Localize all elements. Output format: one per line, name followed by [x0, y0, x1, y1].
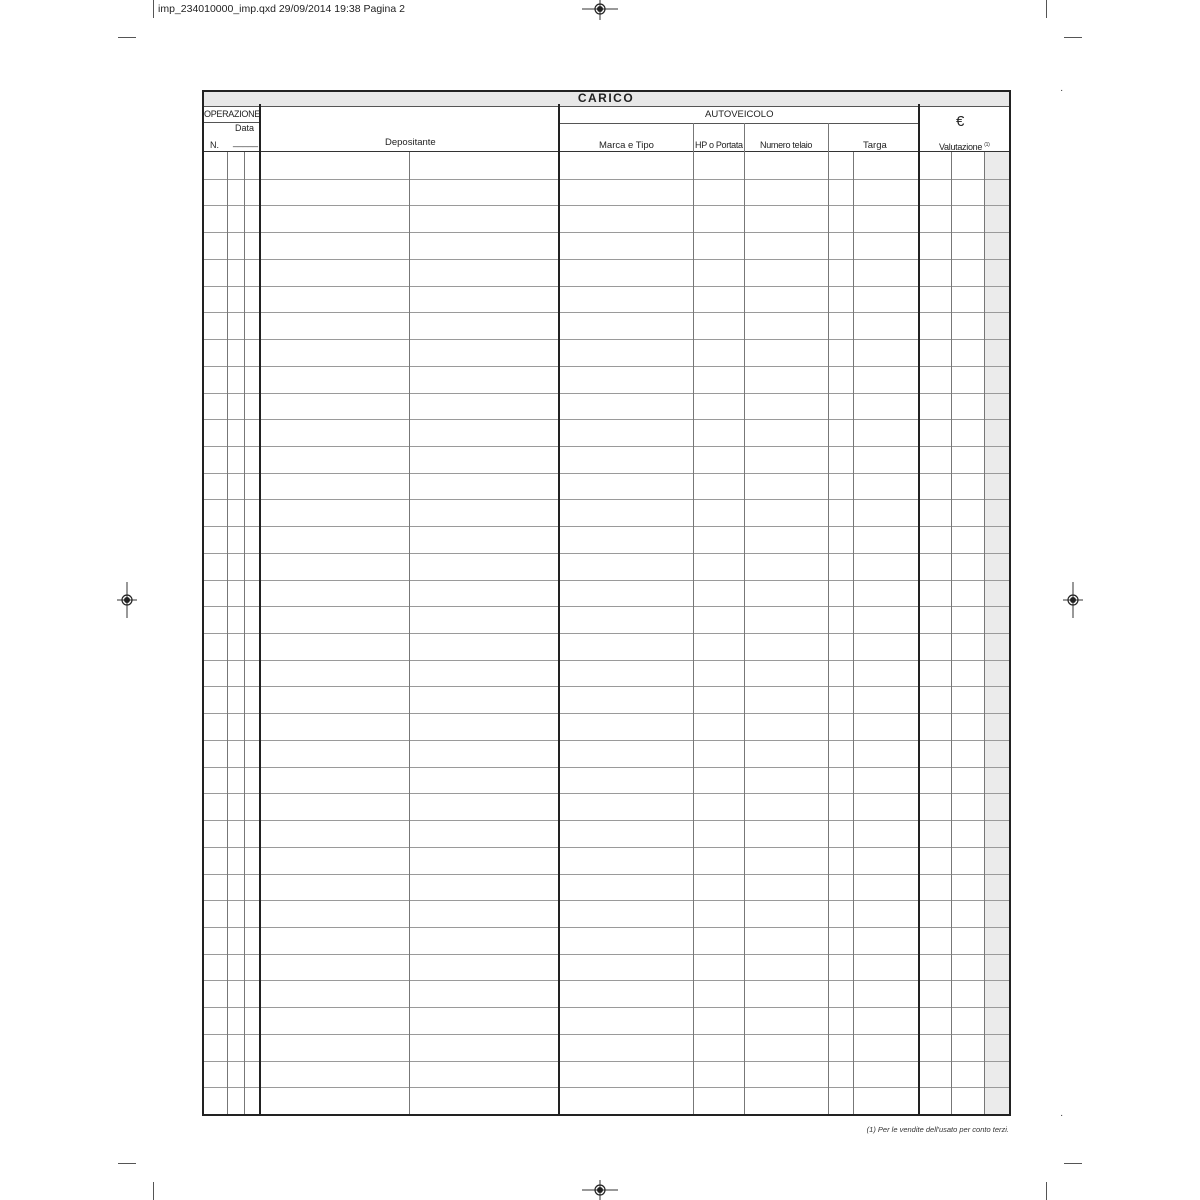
table-row-separator	[202, 419, 1010, 420]
col-line-n	[227, 152, 228, 1116]
table-row-separator	[202, 1007, 1010, 1008]
table-row-separator	[202, 686, 1010, 687]
table-row-separator	[202, 499, 1010, 500]
col-line-depositante-split	[409, 152, 410, 1116]
table-row-separator	[202, 847, 1010, 848]
table-row-separator	[202, 339, 1010, 340]
table-row-separator	[202, 366, 1010, 367]
header-euro-symbol: €	[956, 113, 965, 130]
col-line-autoveicolo	[558, 104, 560, 1116]
table-row-separator	[202, 633, 1010, 634]
table-row-separator	[202, 473, 1010, 474]
col-line-cents	[984, 152, 985, 1116]
crop-mark-top-right-v	[1046, 0, 1047, 18]
registration-mark-top-icon	[582, 0, 618, 20]
col-line-data	[244, 152, 245, 1116]
table-row-separator	[202, 205, 1010, 206]
header-targa: Targa	[863, 140, 887, 151]
carico-register-table	[202, 90, 1010, 1116]
header-hp-portata: HP o Portata	[695, 140, 743, 150]
table-row-separator	[202, 580, 1010, 581]
header-depositante: Depositante	[385, 137, 436, 148]
table-row-separator	[202, 900, 1010, 901]
table-row-separator	[202, 660, 1010, 661]
table-row-separator	[202, 286, 1010, 287]
header-numero-telaio: Numero telaio	[760, 140, 813, 150]
valutazione-cents-shading	[985, 152, 1009, 1116]
header-operazione: OPERAZIONE	[204, 109, 261, 119]
table-title-bar	[202, 90, 1010, 107]
table-row-separator	[202, 606, 1010, 607]
table-row-separator	[202, 232, 1010, 233]
col-line-telaio	[744, 123, 745, 1116]
header-data-line: _____	[233, 137, 259, 147]
header-valutazione-note: (1)	[984, 142, 990, 148]
crop-mark-top-right-h	[1064, 37, 1082, 38]
crop-mark-top-left-v	[153, 0, 154, 18]
header-bottom-rule	[202, 151, 1010, 152]
table-row-separator	[202, 713, 1010, 714]
col-line-hp	[693, 123, 694, 1116]
table-row-separator	[202, 874, 1010, 875]
table-row-separator	[202, 954, 1010, 955]
table-bottom-border	[202, 1114, 1010, 1116]
header-autoveicolo: AUTOVEICOLO	[705, 109, 774, 120]
table-row-separator	[202, 1034, 1010, 1035]
table-row-separator	[202, 793, 1010, 794]
col-border-right	[1009, 90, 1011, 1116]
crop-mark-top-left-h	[118, 37, 136, 38]
registration-mark-bottom-icon	[582, 1180, 618, 1200]
table-row-separator	[202, 1061, 1010, 1062]
table-row-separator	[202, 767, 1010, 768]
margin-dot-top: ·	[1060, 85, 1064, 96]
col-line-targa	[828, 123, 829, 1116]
registration-mark-right-icon	[1063, 582, 1083, 618]
header-marca-tipo: Marca e Tipo	[599, 140, 654, 151]
header-valutazione-label: Valutazione	[939, 142, 983, 152]
crop-mark-bottom-right-h	[1064, 1163, 1082, 1164]
table-row-separator	[202, 740, 1010, 741]
table-row-separator	[202, 820, 1010, 821]
crop-mark-bottom-left-v	[153, 1182, 154, 1200]
table-row-separator	[202, 980, 1010, 981]
col-line-depositante	[259, 104, 261, 1116]
registration-mark-left-icon	[117, 582, 137, 618]
footnote: (1) Per le vendite dell'usato per conto terzi.	[866, 1125, 1009, 1134]
table-row-separator	[202, 446, 1010, 447]
table-title: CARICO	[577, 91, 635, 105]
table-row-separator	[202, 553, 1010, 554]
margin-dot-bottom: ·	[1060, 1110, 1064, 1121]
table-row-separator	[202, 1087, 1010, 1088]
crop-mark-bottom-right-v	[1046, 1182, 1047, 1200]
table-row-separator	[202, 393, 1010, 394]
table-row-separator	[202, 312, 1010, 313]
col-line-valutazione-split	[951, 152, 952, 1116]
header-valutazione	[939, 140, 990, 153]
print-slug: imp_234010000_imp.qxd 29/09/2014 19:38 Pagina 2	[158, 3, 405, 15]
header-numero: N.	[210, 140, 219, 150]
table-row-separator	[202, 259, 1010, 260]
col-line-targa-split	[853, 152, 854, 1116]
table-row-separator	[202, 526, 1010, 527]
table-row-separator	[202, 927, 1010, 928]
crop-mark-bottom-left-h	[118, 1163, 136, 1164]
table-row-separator	[202, 179, 1010, 180]
header-rule-sub	[559, 123, 919, 124]
col-border-left	[202, 90, 204, 1116]
header-data: Data	[235, 123, 255, 133]
col-line-valutazione	[918, 104, 920, 1116]
